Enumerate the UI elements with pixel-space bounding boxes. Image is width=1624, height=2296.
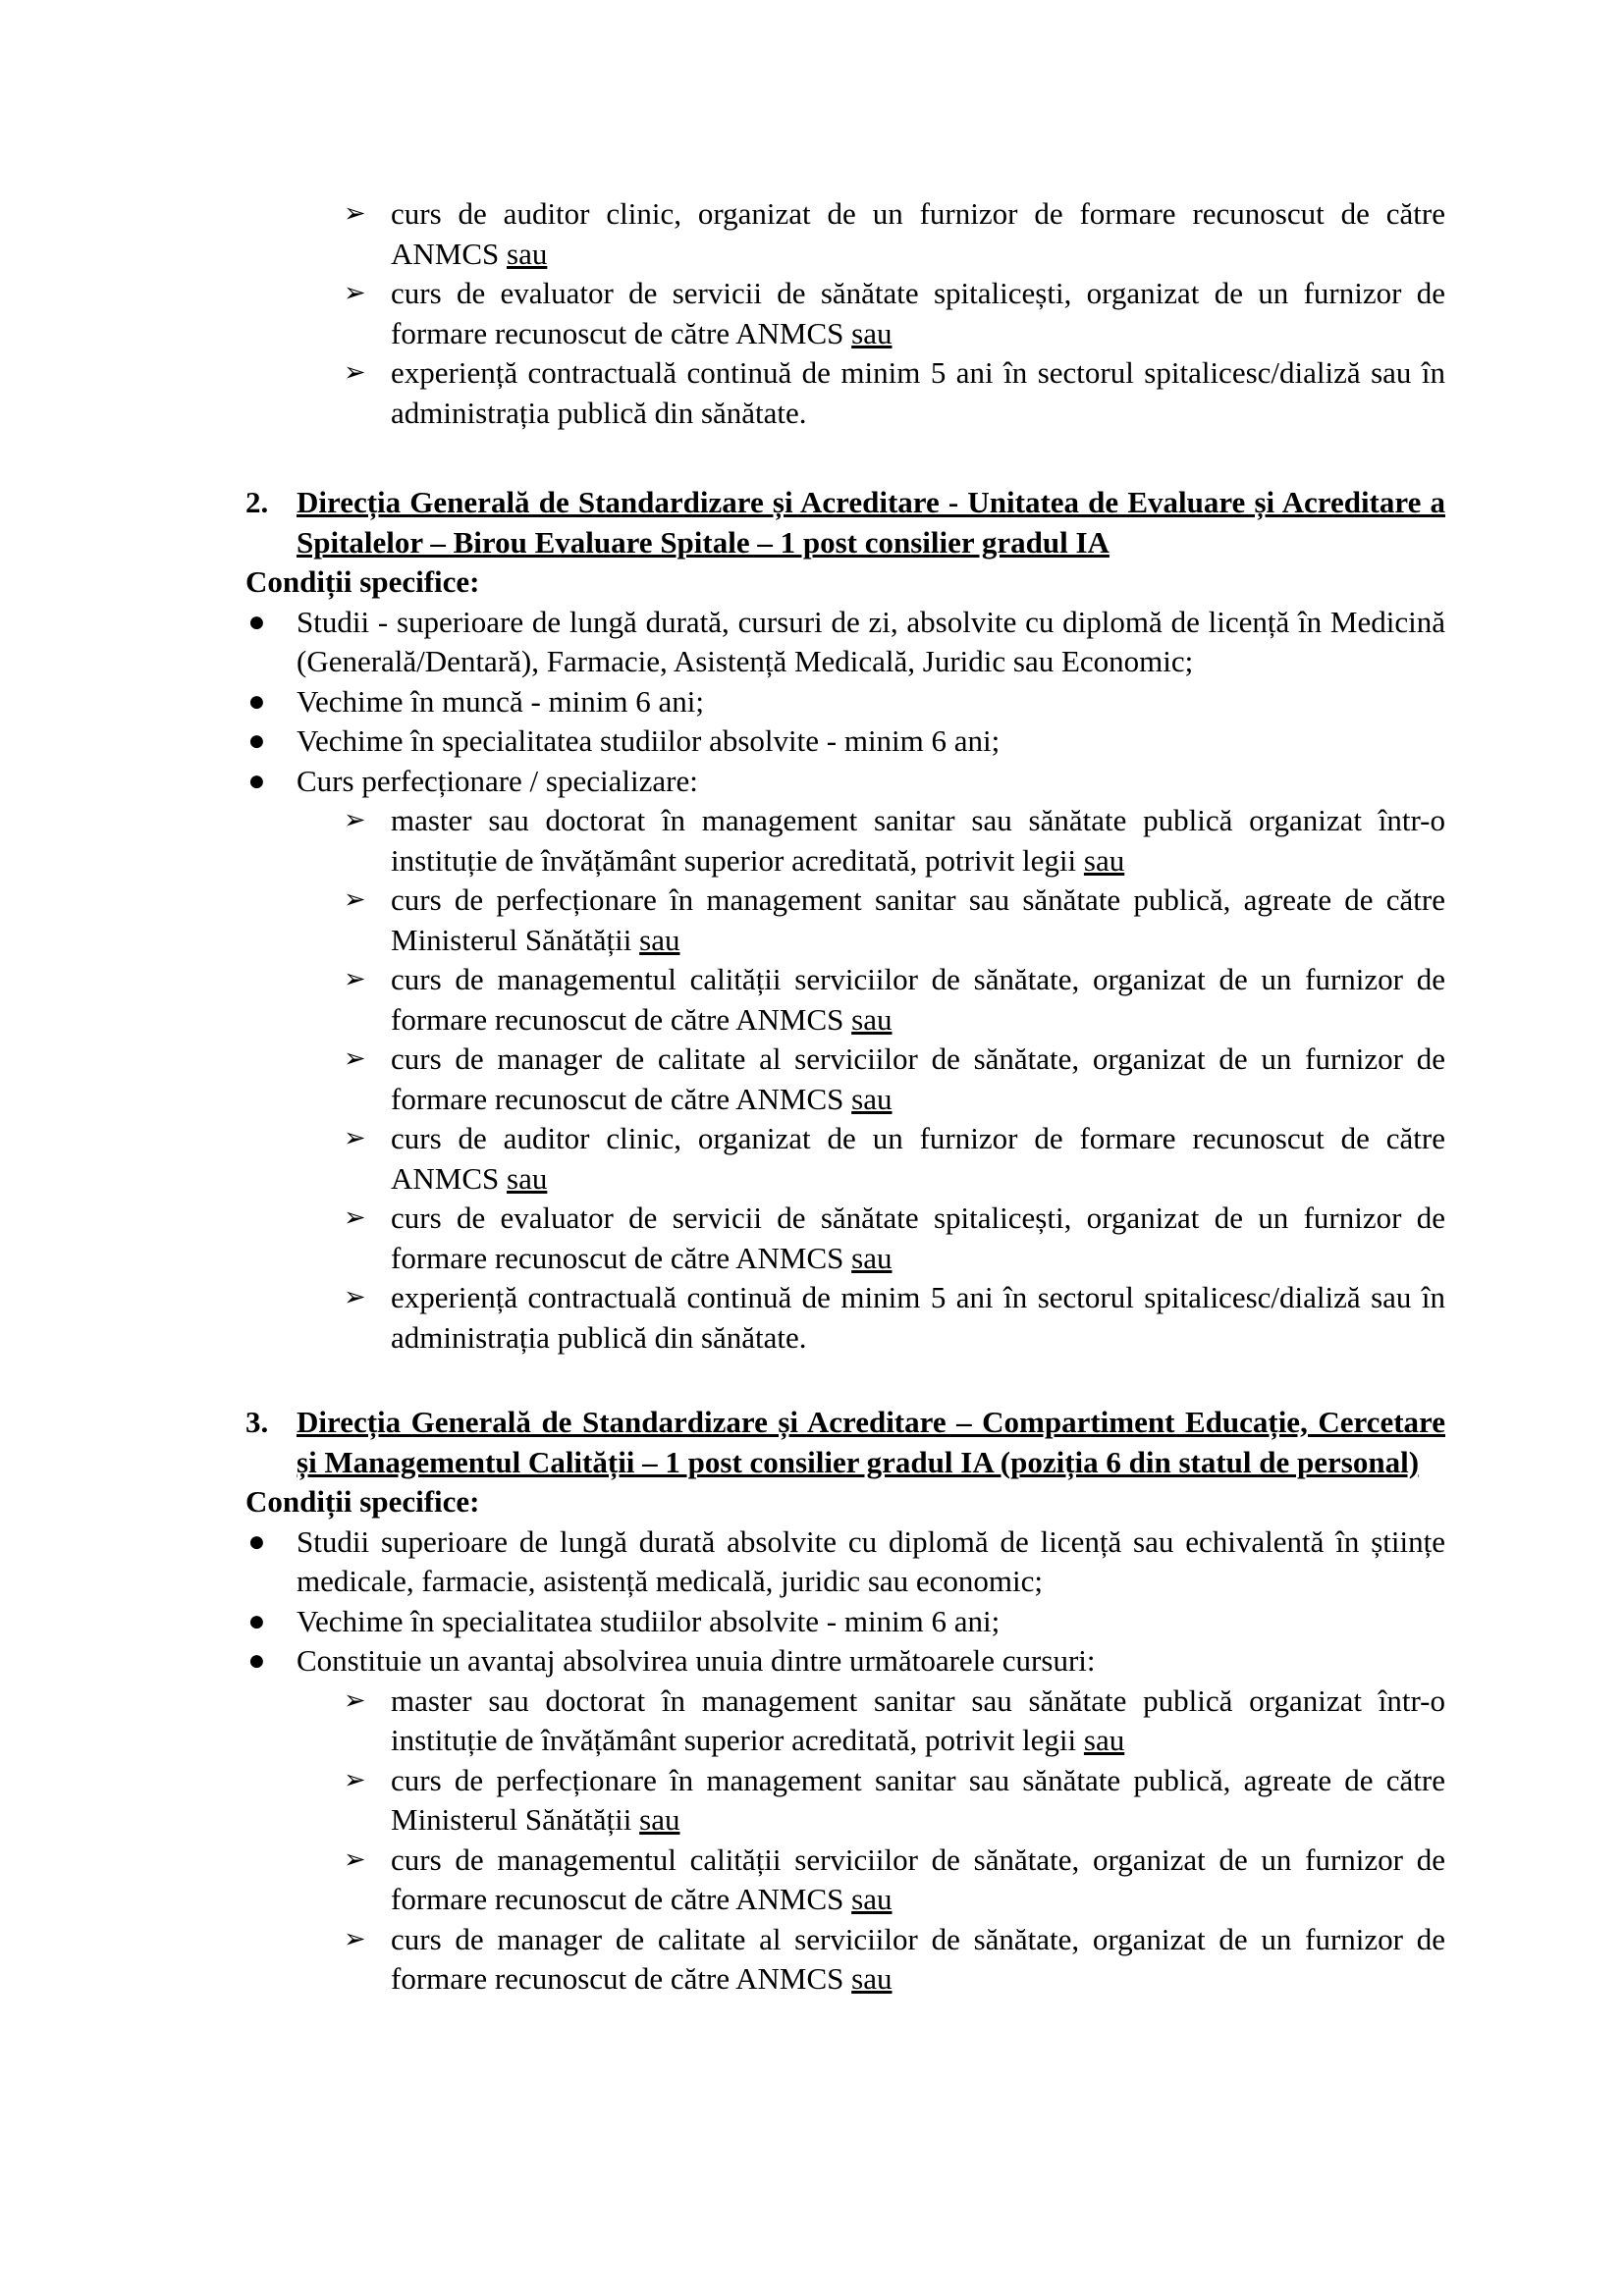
round-bullet-icon: ● <box>249 731 264 751</box>
section-2-conditions-label: Condiții specifice: <box>245 564 480 599</box>
section-3-course-item <box>344 1920 1445 2000</box>
section-3-course-item <box>344 1682 1445 1761</box>
section-2-title: Direcția Generală de Standardizare și Acreditare - Unitatea de Evaluare și Acreditare a Spitalelor – Birou Evaluare Spitale – 1 post consilier gradul IA <box>297 485 1445 560</box>
section-2-course-conjunction: sau <box>851 1081 893 1116</box>
section-3-bullet-list <box>245 1522 1445 1682</box>
section-2-heading <box>245 483 1445 562</box>
section-3 <box>245 1403 1445 2000</box>
section-3-number: 3. <box>245 1405 269 1439</box>
top-arrow-list <box>344 194 1445 433</box>
top-course-item <box>344 353 1445 433</box>
arrow-bullet-icon: ➢ <box>344 1123 366 1153</box>
section-2-course-conjunction: sau <box>851 1001 893 1037</box>
section-3-condition-text: Vechime în specialitatea studiilor absolvite - minim 6 ani; <box>297 1603 1001 1638</box>
section-2-condition-item <box>245 682 1445 722</box>
section-2-course-text: curs de perfecționare în management sanitar sau sănătate publică, agreate de către Ministerul Sănătății <box>391 882 1445 957</box>
top-course-item <box>344 194 1445 274</box>
arrow-bullet-icon: ➢ <box>344 1764 366 1795</box>
section-3-course-conjunction: sau <box>639 1802 680 1837</box>
section-2-course-item <box>344 1040 1445 1119</box>
arrow-bullet-icon: ➢ <box>344 884 366 915</box>
arrow-bullet-icon: ➢ <box>344 1923 366 1954</box>
section-2-course-text: curs de managementul calității serviciilor de sănătate, organizat de un furnizor de formare recunoscut de către ANMCS <box>391 962 1445 1037</box>
section-2-course-list <box>344 801 1445 1358</box>
section-2-course-conjunction: sau <box>507 1160 548 1196</box>
round-bullet-icon: ● <box>249 771 264 791</box>
section-3-course-conjunction: sau <box>1083 1723 1125 1757</box>
arrow-bullet-icon: ➢ <box>344 1684 366 1716</box>
round-bullet-icon: ● <box>249 612 264 632</box>
section-2-course-text: master sau doctorat în management sanitar sau sănătate publică organizat într-o instituție de învățământ superior acreditată, potrivit legii <box>391 803 1445 878</box>
section-3-condition-item <box>245 1522 1445 1602</box>
section-2-condition-item <box>245 603 1445 682</box>
section-2-condition-text: Vechime în muncă - minim 6 ani; <box>297 683 704 719</box>
arrow-bullet-icon: ➢ <box>344 964 366 994</box>
section-2-bullet-list <box>245 603 1445 802</box>
section-2-course-text: curs de evaluator de servicii de sănătate spitalicești, organizat de un furnizor de formare recunoscut de către ANMCS <box>391 1201 1445 1275</box>
top-course-item <box>344 274 1445 353</box>
section-2-condition-item <box>245 762 1445 802</box>
arrow-bullet-icon: ➢ <box>344 357 366 388</box>
arrow-bullet-icon: ➢ <box>344 1843 366 1875</box>
section-2-course-item <box>344 960 1445 1040</box>
round-bullet-icon: ● <box>249 691 264 712</box>
top-continuation-list <box>344 194 1445 433</box>
section-3-title: Direcția Generală de Standardizare și Acreditare – Compartiment Educație, Cercetare și Managementul Calității – 1 post consilier gradul IA (poziția 6 din statul de personal) <box>297 1405 1445 1479</box>
section-2 <box>245 483 1445 1358</box>
section-3-course-conjunction: sau <box>851 1961 893 1996</box>
section-2-condition-item <box>245 721 1445 762</box>
section-2-condition-text: Curs perfecționare / specializare: <box>297 763 698 798</box>
section-3-condition-text: Constituie un avantaj absolvirea unuia dintre următoarele cursuri: <box>297 1643 1096 1678</box>
section-3-course-text: curs de perfecționare în management sanitar sau sănătate publică, agreate de către Ministerul Sănătății <box>391 1762 1445 1837</box>
arrow-bullet-icon: ➢ <box>344 1282 366 1312</box>
section-3-course-text: curs de manager de calitate al serviciilor de sănătate, organizat de un furnizor de formare recunoscut de către ANMCS <box>391 1921 1445 1996</box>
section-2-course-conjunction: sau <box>1083 842 1125 878</box>
section-2-course-item <box>344 801 1445 881</box>
section-2-number: 2. <box>245 485 269 519</box>
section-2-course-item <box>344 881 1445 960</box>
section-2-condition-text: Studii - superioare de lungă durată, cursuri de zi, absolvite cu diplomă de licență în Medicină (Generală/Dentară), Farmacie, Asistență Medicală, Juridic sau Economic; <box>297 604 1445 678</box>
section-3-course-text: curs de managementul calității serviciilor de sănătate, organizat de un furnizor de formare recunoscut de către ANMCS <box>391 1842 1445 1916</box>
arrow-bullet-icon: ➢ <box>344 1202 366 1233</box>
top-course-text: curs de auditor clinic, organizat de un furnizor de formare recunoscut de către ANMCS <box>391 196 1445 271</box>
section-2-course-item <box>344 1278 1445 1358</box>
arrow-bullet-icon: ➢ <box>344 198 366 229</box>
section-3-course-conjunction: sau <box>851 1882 893 1916</box>
section-3-course-item <box>344 1841 1445 1920</box>
section-2-course-text: experiență contractuală continuă de minim 5 ani în sectorul spitalicesc/dializă sau în administrația publică din sănătate. <box>391 1280 1445 1355</box>
section-3-heading <box>245 1403 1445 1482</box>
round-bullet-icon: ● <box>249 1651 264 1671</box>
section-2-course-item <box>344 1119 1445 1199</box>
top-course-conjunction: sau <box>507 236 548 271</box>
section-3-condition-item <box>245 1641 1445 1682</box>
section-3-condition-item <box>245 1602 1445 1642</box>
arrow-bullet-icon: ➢ <box>344 278 366 308</box>
section-2-course-item <box>344 1199 1445 1278</box>
section-2-course-conjunction: sau <box>851 1240 893 1275</box>
section-3-condition-text: Studii superioare de lungă durată absolvite cu diplomă de licență sau echivalentă în științe medicale, farmacie, asistență medicală, juridic sau economic; <box>297 1523 1445 1598</box>
top-course-conjunction: sau <box>851 315 893 350</box>
section-3-course-item <box>344 1761 1445 1841</box>
section-2-course-text: curs de auditor clinic, organizat de un furnizor de formare recunoscut de către ANMCS <box>391 1121 1445 1196</box>
round-bullet-icon: ● <box>249 1611 264 1631</box>
arrow-bullet-icon: ➢ <box>344 805 366 835</box>
top-course-text: curs de evaluator de servicii de sănătate spitalicești, organizat de un furnizor de formare recunoscut de către ANMCS <box>391 276 1445 350</box>
section-3-conditions-label: Condiții specifice: <box>245 1484 480 1519</box>
arrow-bullet-icon: ➢ <box>344 1043 366 1074</box>
round-bullet-icon: ● <box>249 1531 264 1552</box>
section-3-course-text: master sau doctorat în management sanitar sau sănătate publică organizat într-o instituție de învățământ superior acreditată, potrivit legii <box>391 1682 1445 1757</box>
section-2-condition-text: Vechime în specialitatea studiilor absolvite - minim 6 ani; <box>297 723 1001 758</box>
top-course-text: experiență contractuală continuă de minim 5 ani în sectorul spitalicesc/dializă sau în administrația publică din sănătate. <box>391 355 1445 430</box>
section-2-course-text: curs de manager de calitate al serviciilor de sănătate, organizat de un furnizor de formare recunoscut de către ANMCS <box>391 1041 1445 1116</box>
section-2-course-conjunction: sau <box>639 922 680 957</box>
section-3-course-list <box>344 1682 1445 2000</box>
